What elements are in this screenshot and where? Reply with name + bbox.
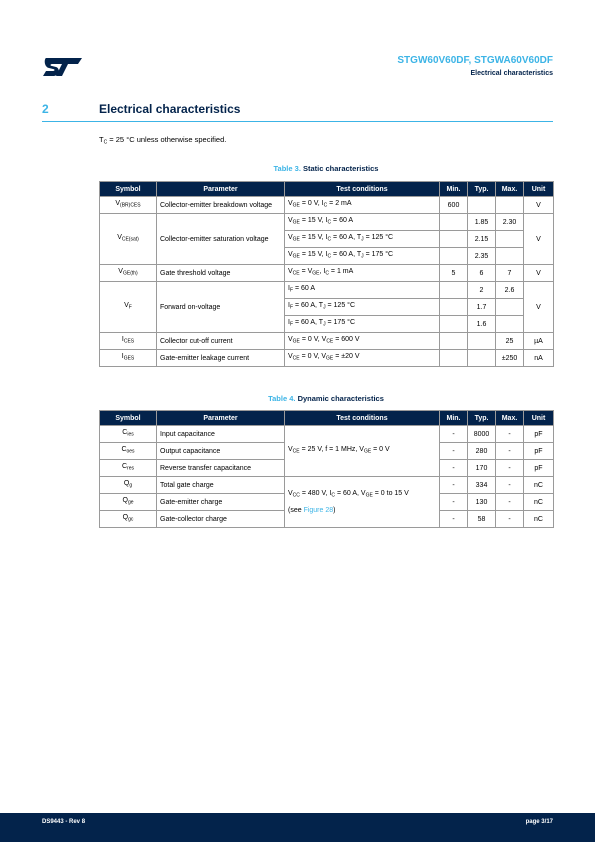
symbol-cell: $I_{CES}$ [100, 333, 157, 350]
column-header: Test conditions [285, 411, 440, 426]
max-cell: - [496, 443, 524, 460]
table-row [100, 426, 554, 443]
max-cell [496, 197, 524, 214]
min-cell [440, 316, 468, 333]
parameter-cell: Gate threshold voltage [157, 265, 285, 282]
typ-cell: 58 [468, 511, 496, 528]
min-cell [440, 299, 468, 316]
symbol-cell: $Q_{ge}$ [100, 494, 157, 511]
min-cell: 5 [440, 265, 468, 282]
max-cell [496, 299, 524, 316]
max-cell: - [496, 511, 524, 528]
footer-bar [0, 816, 595, 842]
min-cell [440, 248, 468, 265]
document-subtitle: Electrical characteristics [470, 70, 553, 77]
parameter-cell: Input capacitance [157, 426, 285, 443]
min-cell: - [440, 426, 468, 443]
unit-cell: nC [524, 494, 554, 511]
typ-cell: 334 [468, 477, 496, 494]
footer-doc-id: DS9443 - Rev 8 [42, 819, 86, 825]
table3-caption: Table 3. Static characteristics [273, 164, 379, 173]
typ-cell: 170 [468, 460, 496, 477]
parameter-cell: Forward on-voltage [157, 282, 285, 333]
typ-cell: 1.85 [468, 214, 496, 231]
min-cell: - [440, 511, 468, 528]
parameter-cell: Total gate charge [157, 477, 285, 494]
min-cell: 600 [440, 197, 468, 214]
column-header: Parameter [157, 182, 285, 197]
column-header: Test conditions [285, 182, 440, 197]
min-cell: - [440, 460, 468, 477]
typ-cell [468, 333, 496, 350]
static-characteristics-table [99, 181, 554, 367]
unit-cell: pF [524, 426, 554, 443]
test-condition-cell: $V_{GE} = 15$ V, $I_C = 60$ A [285, 214, 440, 231]
unit-cell: nC [524, 511, 554, 528]
table-row [100, 282, 554, 299]
test-condition-cell: $I_F = 60$ A, $T_J = 175$ °C [285, 316, 440, 333]
column-header: Min. [440, 182, 468, 197]
unit-cell: V [524, 214, 554, 265]
unit-cell: nA [524, 350, 554, 367]
symbol-cell: $C_{res}$ [100, 460, 157, 477]
typ-cell: 2.15 [468, 231, 496, 248]
table-header-row [100, 411, 554, 426]
test-condition-cell: $I_F = 60$ A, $T_J = 125$ °C [285, 299, 440, 316]
symbol-cell: $C_{oes}$ [100, 443, 157, 460]
unit-cell: V [524, 265, 554, 282]
symbol-cell: $I_{GES}$ [100, 350, 157, 367]
test-condition-cell: $V_{GE} = 0$ V, $V_{CE} = 600$ V [285, 333, 440, 350]
max-cell: - [496, 460, 524, 477]
max-cell: - [496, 477, 524, 494]
unit-cell: V [524, 197, 554, 214]
unit-cell: pF [524, 460, 554, 477]
max-cell [496, 248, 524, 265]
typ-cell: 2 [468, 282, 496, 299]
max-cell: 25 [496, 333, 524, 350]
parameter-cell: Collector-emitter breakdown voltage [157, 197, 285, 214]
max-cell: - [496, 426, 524, 443]
typ-cell: 1.7 [468, 299, 496, 316]
unit-cell: nC [524, 477, 554, 494]
parameter-cell: Gate-collector charge [157, 511, 285, 528]
table-row [100, 197, 554, 214]
typ-cell: 8000 [468, 426, 496, 443]
test-condition-cell: $V_{CE} = 25$ V, f = 1 MHz, $V_{GE} = 0$ V [285, 426, 440, 477]
typ-cell: 1.6 [468, 316, 496, 333]
column-header: Typ. [468, 182, 496, 197]
table-header-row [100, 182, 554, 197]
typ-cell: 280 [468, 443, 496, 460]
symbol-cell: $V_{CE(sat)}$ [100, 214, 157, 265]
min-cell [440, 231, 468, 248]
test-condition-cell: $V_{CC} = 480$ V, $I_C = 60$ A, $V_{GE} = 0$ to 15 V (see Figure 28) [285, 477, 440, 528]
parameter-cell: Gate-emitter leakage current [157, 350, 285, 367]
section-number: 2 [42, 102, 49, 116]
symbol-cell: $V_{GE(th)}$ [100, 265, 157, 282]
column-header: Symbol [100, 411, 157, 426]
parameter-cell: Collector cut-off current [157, 333, 285, 350]
test-condition-cell: $I_F = 60$ A [285, 282, 440, 299]
unit-cell: V [524, 282, 554, 333]
parameter-cell: Collector-emitter saturation voltage [157, 214, 285, 265]
table4-caption: Table 4. Dynamic characteristics [268, 394, 384, 403]
symbol-cell: $Q_{gc}$ [100, 511, 157, 528]
max-cell: 2.6 [496, 282, 524, 299]
intro-text: $T_C = 25$ °C unless otherwise specified. [99, 135, 227, 146]
document-title: STGW60V60DF, STGWA60V60DF [397, 55, 553, 66]
typ-cell: 6 [468, 265, 496, 282]
min-cell [440, 350, 468, 367]
section-title: Electrical characteristics [99, 102, 241, 116]
footer-page-number: page 3/17 [525, 819, 553, 825]
max-cell: ±250 [496, 350, 524, 367]
parameter-cell: Gate-emitter charge [157, 494, 285, 511]
min-cell [440, 333, 468, 350]
symbol-cell: $V_{(BR)CES}$ [100, 197, 157, 214]
symbol-cell: $Q_g$ [100, 477, 157, 494]
min-cell [440, 214, 468, 231]
min-cell: - [440, 443, 468, 460]
column-header: Max. [496, 411, 524, 426]
column-header: Unit [524, 182, 554, 197]
parameter-cell: Output capacitance [157, 443, 285, 460]
typ-cell [468, 350, 496, 367]
column-header: Typ. [468, 411, 496, 426]
test-condition-cell: $V_{CE} = 0$ V, $V_{GE} = \pm 20$ V [285, 350, 440, 367]
column-header: Max. [496, 182, 524, 197]
section-divider [42, 121, 553, 122]
min-cell: - [440, 477, 468, 494]
symbol-cell: $V_F$ [100, 282, 157, 333]
parameter-cell: Reverse transfer capacitance [157, 460, 285, 477]
table-row [100, 477, 554, 494]
min-cell [440, 282, 468, 299]
unit-cell: pF [524, 443, 554, 460]
column-header: Symbol [100, 182, 157, 197]
column-header: Unit [524, 411, 554, 426]
test-condition-cell: $V_{GE} = 15$ V, $I_C = 60$ A, $T_J = 175$ °C [285, 248, 440, 265]
max-cell: 2.30 [496, 214, 524, 231]
dynamic-characteristics-table [99, 410, 554, 528]
column-header: Parameter [157, 411, 285, 426]
typ-cell: 130 [468, 494, 496, 511]
max-cell [496, 316, 524, 333]
table-row [100, 350, 554, 367]
test-condition-cell: $V_{GE} = 15$ V, $I_C = 60$ A, $T_J = 125$ °C [285, 231, 440, 248]
unit-cell: µA [524, 333, 554, 350]
test-condition-cell: $V_{GE} = 0$ V, $I_C = 2$ mA [285, 197, 440, 214]
column-header: Min. [440, 411, 468, 426]
test-condition-cell: $V_{CE} = V_{GE}$, $I_C = 1$ mA [285, 265, 440, 282]
max-cell: - [496, 494, 524, 511]
table-row [100, 214, 554, 231]
max-cell: 7 [496, 265, 524, 282]
st-logo-icon [42, 56, 84, 78]
table-row [100, 265, 554, 282]
typ-cell [468, 197, 496, 214]
table-row [100, 333, 554, 350]
min-cell: - [440, 494, 468, 511]
typ-cell: 2.35 [468, 248, 496, 265]
figure-link[interactable]: Figure 28 [303, 507, 334, 515]
max-cell [496, 231, 524, 248]
symbol-cell: $C_{ies}$ [100, 426, 157, 443]
